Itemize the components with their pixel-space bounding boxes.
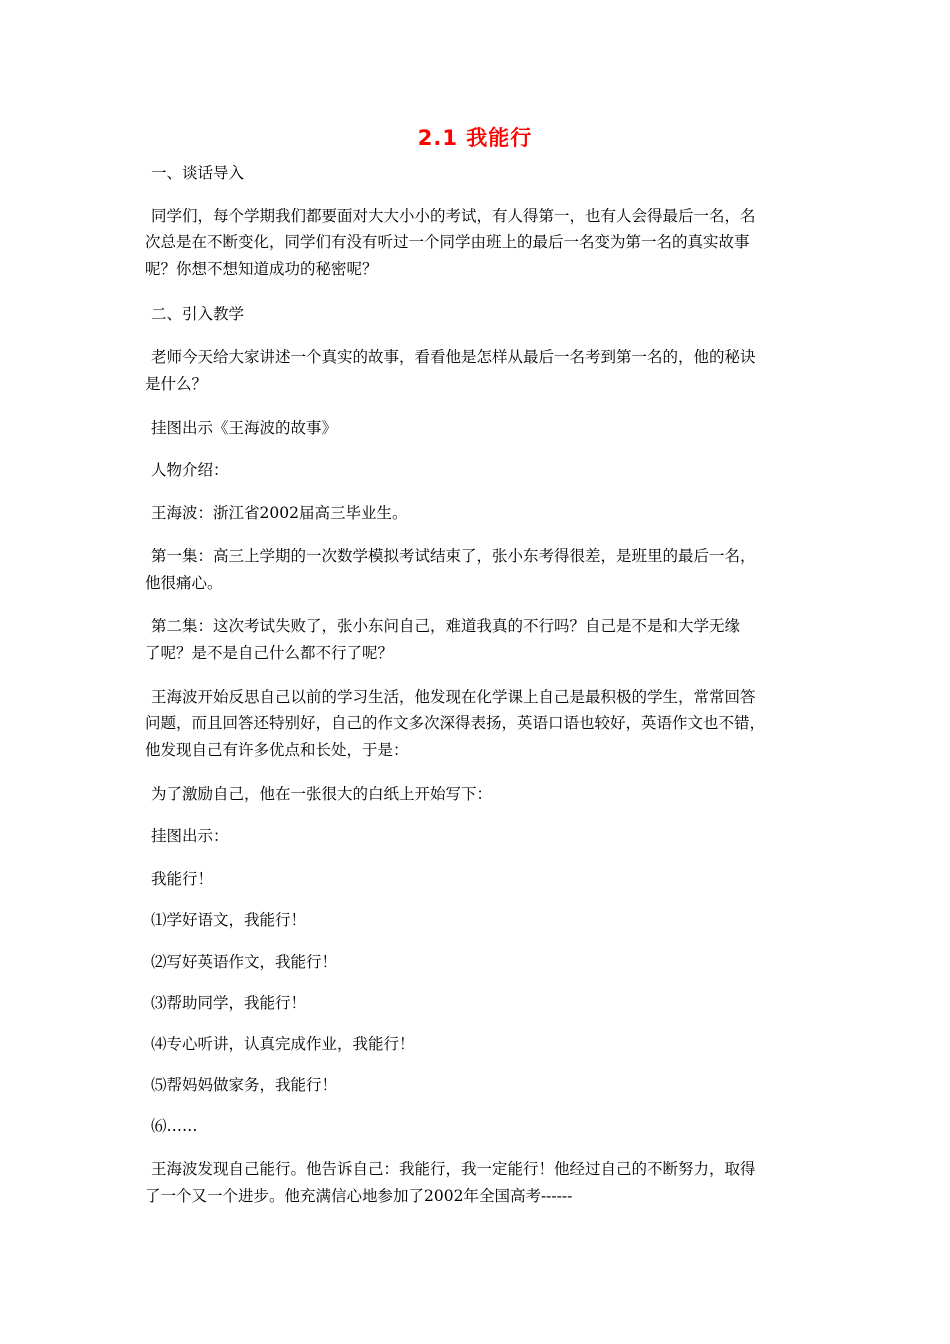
paragraph-line: 挂图出示《王海波的故事》 [151, 419, 338, 437]
paragraph-line: 他很痛心。 [145, 574, 223, 592]
section-heading-2: 二、引入教学 [151, 305, 245, 323]
paragraph-line: 了呢？是不是自己什么都不行了呢？ [145, 644, 394, 662]
paragraph-line: 次总是在不断变化，同学们有没有听过一个同学由班上的最后一名变为第一名的真实故事 [145, 233, 750, 251]
section-heading-1: 一、谈话导入 [151, 164, 245, 182]
paragraph-line: 是什么？ [145, 375, 208, 393]
paragraph-line: 王海波开始反思自己以前的学习生活，他发现在化学课上自己是最积极的学生，常常回答 [151, 688, 756, 706]
page-title: 2.1 我能行 [417, 126, 533, 150]
paragraph-line: 挂图出示： [151, 827, 229, 845]
paragraph-line: 问题，而且回答还特别好，自己的作文多次深得表扬，英语口语也较好，英语作文也不错， [145, 714, 766, 732]
paragraph-line: 他发现自己有许多优点和长处，于是： [145, 741, 409, 759]
paragraph-line: 第一集：高三上学期的一次数学模拟考试结束了，张小东考得很差，是班里的最后一名， [151, 547, 756, 565]
list-item: ⑴学好语文，我能行！ [151, 911, 307, 929]
paragraph-line: 呢？你想不想知道成功的秘密呢？ [145, 260, 378, 278]
paragraph-line: 为了激励自己，他在一张很大的白纸上开始写下： [151, 785, 493, 803]
paragraph-line: 王海波发现自己能行。他告诉自己：我能行，我一定能行！他经过自己的不断努力，取得 [151, 1160, 756, 1178]
paragraph-line: 人物介绍： [151, 461, 229, 479]
paragraph-line: 老师今天给大家讲述一个真实的故事，看看他是怎样从最后一名考到第一名的，他的秘诀 [151, 348, 756, 366]
list-item: ⑶帮助同学，我能行！ [151, 994, 307, 1012]
paragraph-line: 同学们，每个学期我们都要面对大大小小的考试，有人得第一，也有人会得最后一名，名 [151, 207, 756, 225]
list-item: ⑷专心听讲，认真完成作业，我能行！ [151, 1035, 415, 1053]
list-item: ⑸帮妈妈做家务，我能行！ [151, 1076, 338, 1094]
paragraph-line: 第二集：这次考试失败了，张小东问自己，难道我真的不行吗？自己是不是和大学无缘 [151, 617, 741, 635]
paragraph-line: 了一个又一个进步。他充满信心地参加了2002年全国高考------ [145, 1187, 573, 1205]
list-item: ⑹…… [151, 1117, 198, 1135]
list-item: ⑵写好英语作文，我能行！ [151, 953, 338, 971]
paragraph-line: 王海波：浙江省2002届高三毕业生。 [151, 504, 408, 522]
list-heading: 我能行！ [151, 870, 214, 888]
